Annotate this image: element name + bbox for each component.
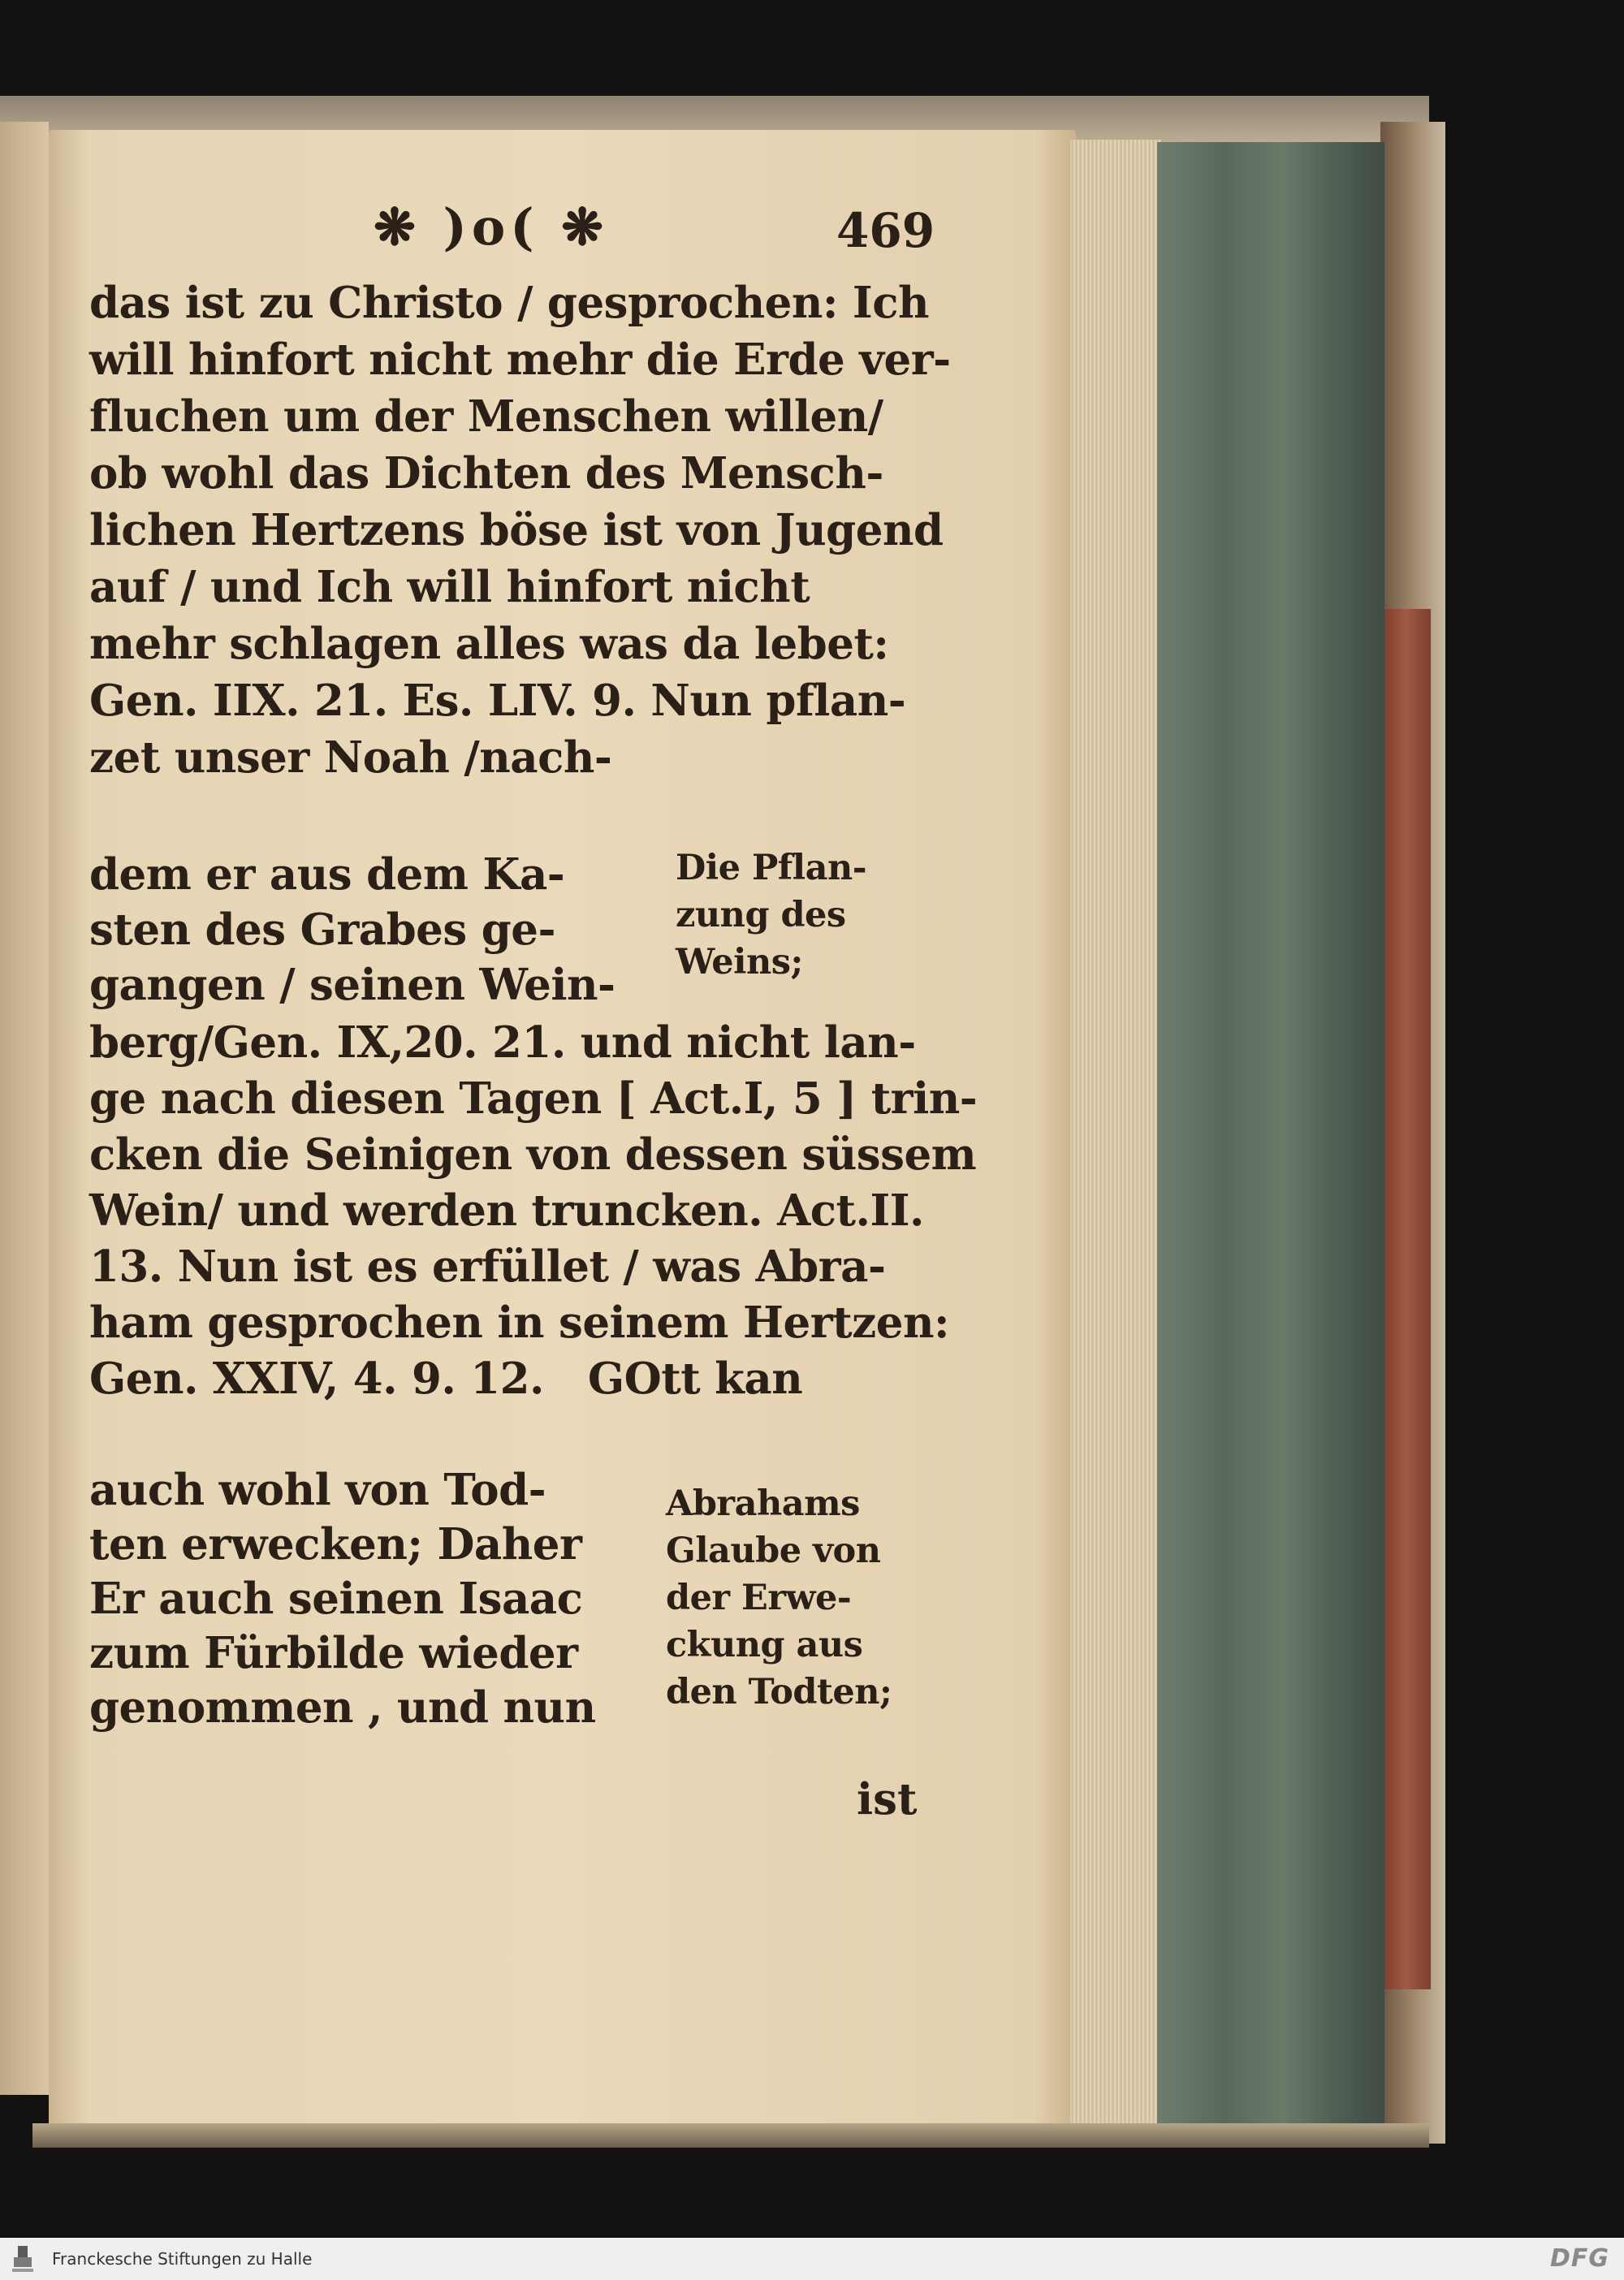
text-line: lichen Hertzens böse ist von Jugend xyxy=(89,505,944,555)
narrow-text-block xyxy=(89,1463,596,1735)
text-line: ham gesprochen in seinem Hertzen: xyxy=(89,1298,950,1348)
header-ornament: ❋ )o( ❋ xyxy=(374,197,609,257)
footer-bar xyxy=(0,2238,1624,2280)
margin-note-line: Weins; xyxy=(676,942,803,982)
footer-institution: Franckesche Stiftungen zu Halle xyxy=(52,2249,313,2269)
margin-note-line: den Todten; xyxy=(666,1672,892,1712)
text-line: Gen. XXIV, 4. 9. 12. GOtt kan xyxy=(89,1354,803,1404)
text-line: das ist zu Christo / gesprochen: Ich xyxy=(89,278,930,328)
text-line: 13. Nun ist es erfüllet / was Abra- xyxy=(89,1241,886,1292)
text-line: Wein/ und werden truncken. Act.II. xyxy=(89,1185,924,1236)
text-line: will hinfort nicht mehr die Erde ver- xyxy=(89,335,951,385)
margin-note-line: Glaube von xyxy=(666,1531,881,1571)
margin-note-line: Die Pflan- xyxy=(676,848,867,888)
margin-note-line: ckung aus xyxy=(666,1625,863,1665)
page-fore-edge xyxy=(1070,140,1161,2137)
text-line: Er auch seinen Isaac xyxy=(89,1574,583,1624)
text-line: gangen / seinen Wein- xyxy=(89,960,615,1010)
bottom-page-edge xyxy=(32,2123,1429,2148)
left-page-edge xyxy=(0,122,49,2095)
main-text-block xyxy=(89,274,951,786)
margin-note-line: zung des xyxy=(676,895,846,935)
text-line: Gen. IIX. 21. Es. LIV. 9. Nun pflan- xyxy=(89,676,906,726)
text-line: fluchen um der Menschen willen/ xyxy=(89,391,883,442)
dfg-logo: DFG xyxy=(1549,2244,1609,2273)
margin-note xyxy=(666,1480,892,1716)
text-line: sten des Grabes ge- xyxy=(89,905,555,955)
text-line: cken die Seinigen von dessen süssem xyxy=(89,1129,977,1180)
text-line: auch wohl von Tod- xyxy=(89,1465,546,1515)
margin-note-line: der Erwe- xyxy=(666,1578,852,1618)
page-number: 469 xyxy=(836,203,935,258)
text-line: ge nach diesen Tagen [ Act.I, 5 ] trin- xyxy=(89,1073,978,1124)
margin-note xyxy=(676,844,866,986)
margin-note-line: Abrahams xyxy=(666,1483,860,1524)
text-line: ten erwecken; Daher xyxy=(89,1519,582,1570)
text-line: berg/Gen. IX,20. 21. und nicht lan- xyxy=(89,1017,916,1068)
text-line: ob wohl das Dichten des Mensch- xyxy=(89,448,883,499)
text-line: zet unser Noah /nach- xyxy=(89,732,612,783)
text-line: genommen , und nun xyxy=(89,1682,596,1733)
franckesche-stiftungen-logo-icon xyxy=(6,2243,39,2275)
narrow-text-block xyxy=(89,847,615,1013)
text-line: auf / und Ich will hinfort nicht xyxy=(89,562,810,612)
text-line: zum Fürbilde wieder xyxy=(89,1628,578,1678)
text-block-edge xyxy=(1157,142,1384,2140)
text-line: mehr schlagen alles was da lebet: xyxy=(89,619,889,669)
text-line: dem er aus dem Ka- xyxy=(89,849,565,900)
main-text-block xyxy=(89,1015,977,1407)
catchword: ist xyxy=(857,1774,918,1824)
cover-red-binding xyxy=(1380,609,1431,1989)
